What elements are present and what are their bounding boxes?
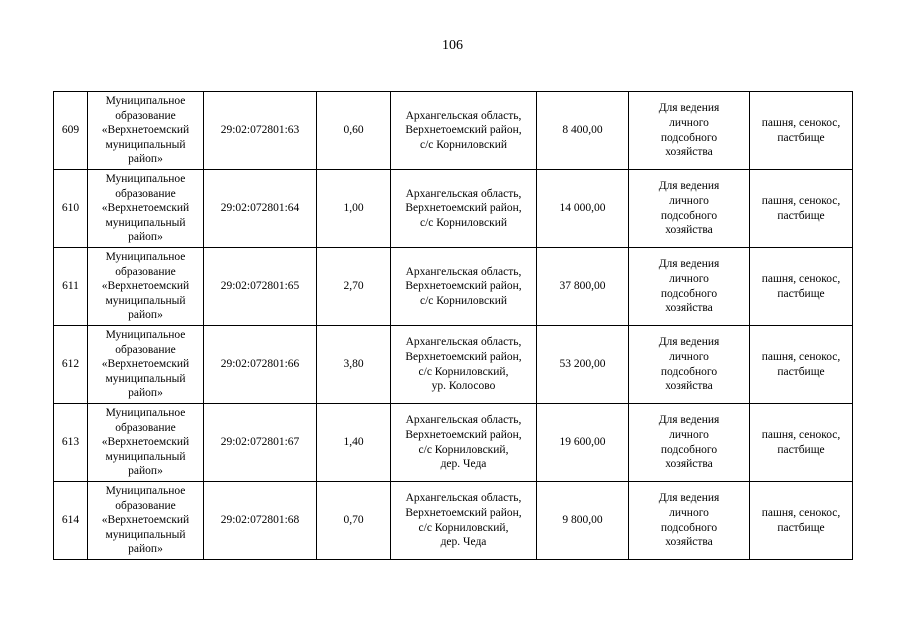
cadastral-number-cell: 29:02:072801:64 [204, 170, 317, 248]
land-use-cell: пашня, сенокос, пастбище [750, 482, 853, 560]
area-cell: 2,70 [317, 248, 391, 326]
price-cell: 8 400,00 [537, 92, 629, 170]
table-row [54, 482, 853, 560]
table-row [54, 326, 853, 404]
price-cell: 14 000,00 [537, 170, 629, 248]
owner-cell: Муниципальное образование «Верхнетоемский муниципальный райоп» [88, 92, 204, 170]
row-number: 612 [54, 326, 88, 404]
table-row [54, 404, 853, 482]
purpose-cell: Для ведения личного подсобного хозяйства [629, 326, 750, 404]
land-use-cell: пашня, сенокос, пастбище [750, 170, 853, 248]
owner-cell: Муниципальное образование «Верхнетоемский муниципальный райоп» [88, 326, 204, 404]
table-row [54, 248, 853, 326]
cadastral-number-cell: 29:02:072801:67 [204, 404, 317, 482]
table-row [54, 170, 853, 248]
area-cell: 1,00 [317, 170, 391, 248]
price-cell: 19 600,00 [537, 404, 629, 482]
area-cell: 0,60 [317, 92, 391, 170]
owner-cell: Муниципальное образование «Верхнетоемский муниципальный райоп» [88, 248, 204, 326]
purpose-cell: Для ведения личного подсобного хозяйства [629, 248, 750, 326]
address-cell: Архангельская область, Верхнетоемский район, с/с Корниловский [391, 92, 537, 170]
area-cell: 3,80 [317, 326, 391, 404]
cadastral-number-cell: 29:02:072801:68 [204, 482, 317, 560]
address-cell: Архангельская область, Верхнетоемский район, с/с Корниловский, дер. Чеда [391, 482, 537, 560]
cadastral-number-cell: 29:02:072801:66 [204, 326, 317, 404]
cadastral-number-cell: 29:02:072801:65 [204, 248, 317, 326]
row-number: 614 [54, 482, 88, 560]
price-cell: 9 800,00 [537, 482, 629, 560]
address-cell: Архангельская область, Верхнетоемский район, с/с Корниловский [391, 170, 537, 248]
owner-cell: Муниципальное образование «Верхнетоемский муниципальный райоп» [88, 404, 204, 482]
purpose-cell: Для ведения личного подсобного хозяйства [629, 170, 750, 248]
owner-cell: Муниципальное образование «Верхнетоемский муниципальный райоп» [88, 170, 204, 248]
address-cell: Архангельская область, Верхнетоемский район, с/с Корниловский [391, 248, 537, 326]
land-use-cell: пашня, сенокос, пастбище [750, 326, 853, 404]
land-use-cell: пашня, сенокос, пастбище [750, 248, 853, 326]
address-cell: Архангельская область, Верхнетоемский район, с/с Корниловский, дер. Чеда [391, 404, 537, 482]
purpose-cell: Для ведения личного подсобного хозяйства [629, 404, 750, 482]
area-cell: 1,40 [317, 404, 391, 482]
land-use-cell: пашня, сенокос, пастбище [750, 404, 853, 482]
page-number: 106 [442, 38, 463, 53]
row-number: 613 [54, 404, 88, 482]
table-row [54, 92, 853, 170]
owner-cell: Муниципальное образование «Верхнетоемский муниципальный райоп» [88, 482, 204, 560]
row-number: 610 [54, 170, 88, 248]
address-cell: Архангельская область, Верхнетоемский район, с/с Корниловский, ур. Колосово [391, 326, 537, 404]
land-plots-table [53, 91, 853, 560]
purpose-cell: Для ведения личного подсобного хозяйства [629, 482, 750, 560]
price-cell: 37 800,00 [537, 248, 629, 326]
row-number: 611 [54, 248, 88, 326]
price-cell: 53 200,00 [537, 326, 629, 404]
cadastral-number-cell: 29:02:072801:63 [204, 92, 317, 170]
area-cell: 0,70 [317, 482, 391, 560]
row-number: 609 [54, 92, 88, 170]
land-use-cell: пашня, сенокос, пастбище [750, 92, 853, 170]
purpose-cell: Для ведения личного подсобного хозяйства [629, 92, 750, 170]
